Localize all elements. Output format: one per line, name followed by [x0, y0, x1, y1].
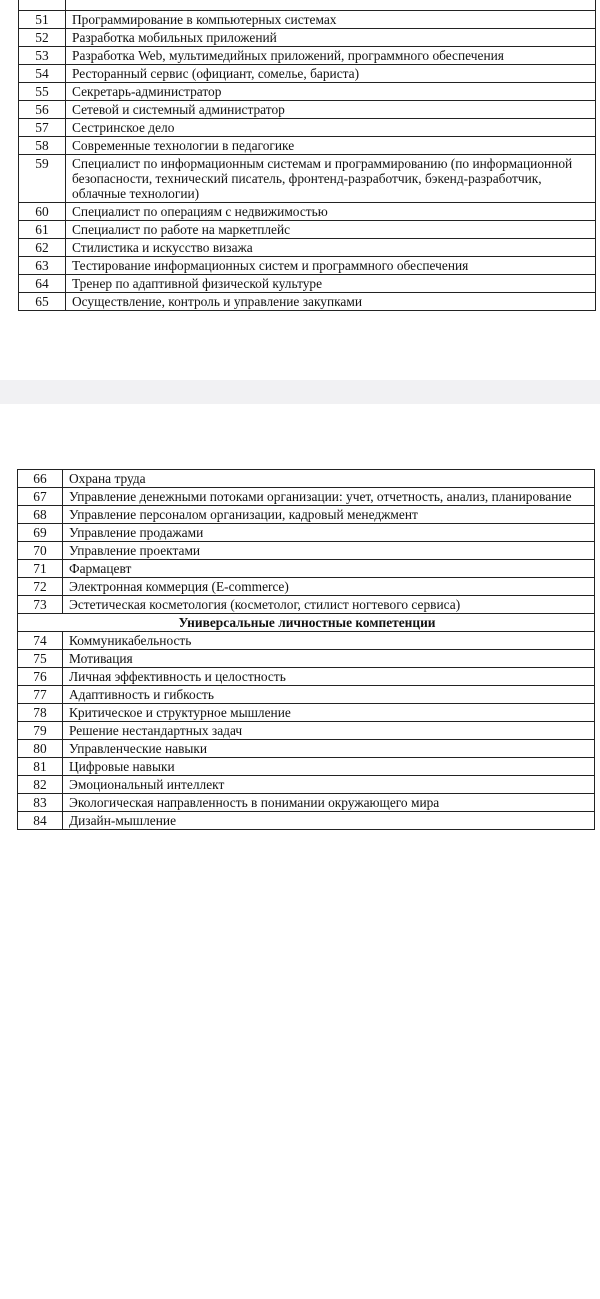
- table-row: [19, 0, 596, 11]
- competency-name: Цифровые навыки: [63, 758, 595, 776]
- table-row: [18, 758, 595, 776]
- row-number: 52: [19, 29, 66, 47]
- competency-name: Специалист по информационным системам и программированию (по информационной безопасности, технический писатель, фронтенд-разработчик, бэкенд-разработчик, облачные технологии): [66, 155, 596, 203]
- table-row: [18, 632, 595, 650]
- competency-name: Программирование в компьютерных системах: [66, 11, 596, 29]
- row-number: 59: [19, 155, 66, 203]
- table-row: [19, 275, 596, 293]
- table-row: [18, 524, 595, 542]
- row-number: 67: [18, 488, 63, 506]
- table-row: [19, 137, 596, 155]
- competency-name: Критическое и структурное мышление: [63, 704, 595, 722]
- competency-name: Экологическая направленность в понимании окружающего мира: [63, 794, 595, 812]
- competencies-table-part-2: [17, 469, 595, 830]
- competency-name: Фармацевт: [63, 560, 595, 578]
- competency-name: Управленческие навыки: [63, 740, 595, 758]
- table-row: [19, 221, 596, 239]
- row-number: 61: [19, 221, 66, 239]
- row-number: 74: [18, 632, 63, 650]
- table-row: [18, 578, 595, 596]
- row-number: 69: [18, 524, 63, 542]
- competency-name: [66, 0, 596, 11]
- table-body: [19, 0, 596, 311]
- row-number: 66: [18, 470, 63, 488]
- table-row: [18, 650, 595, 668]
- competency-name: Ресторанный сервис (официант, сомелье, бариста): [66, 65, 596, 83]
- competency-name: Эмоциональный интеллект: [63, 776, 595, 794]
- competency-name: Личная эффективность и целостность: [63, 668, 595, 686]
- competency-name: Сетевой и системный администратор: [66, 101, 596, 119]
- table-row: [18, 722, 595, 740]
- table-row: [18, 560, 595, 578]
- competency-name: Управление денежными потоками организации: учет, отчетность, анализ, планирование: [63, 488, 595, 506]
- table-row: [18, 542, 595, 560]
- row-number: 75: [18, 650, 63, 668]
- row-number: 56: [19, 101, 66, 119]
- row-number: 72: [18, 578, 63, 596]
- row-number: 84: [18, 812, 63, 830]
- row-number: 63: [19, 257, 66, 275]
- table-body: [18, 470, 595, 830]
- row-number: 60: [19, 203, 66, 221]
- competency-name: Современные технологии в педагогике: [66, 137, 596, 155]
- table-row: [18, 668, 595, 686]
- competency-name: Электронная коммерция (E-commerce): [63, 578, 595, 596]
- table-row: [19, 257, 596, 275]
- competency-name: Тренер по адаптивной физической культуре: [66, 275, 596, 293]
- row-number: [19, 0, 66, 11]
- competency-name: Коммуникабельность: [63, 632, 595, 650]
- table-row: [18, 506, 595, 524]
- table-row: [18, 686, 595, 704]
- row-number: 76: [18, 668, 63, 686]
- row-number: 82: [18, 776, 63, 794]
- table-row: [19, 29, 596, 47]
- table-row: [19, 293, 596, 311]
- table-row: [18, 776, 595, 794]
- row-number: 70: [18, 542, 63, 560]
- competency-name: Решение нестандартных задач: [63, 722, 595, 740]
- page-separator: [0, 380, 600, 404]
- table-row: [18, 704, 595, 722]
- competency-name: Адаптивность и гибкость: [63, 686, 595, 704]
- document-page-1: [0, 0, 600, 380]
- row-number: 81: [18, 758, 63, 776]
- table-row: [18, 740, 595, 758]
- row-number: 80: [18, 740, 63, 758]
- competency-name: Управление продажами: [63, 524, 595, 542]
- row-number: 71: [18, 560, 63, 578]
- table-row: [19, 119, 596, 137]
- table-row: [18, 794, 595, 812]
- competency-name: Тестирование информационных систем и программного обеспечения: [66, 257, 596, 275]
- row-number: 65: [19, 293, 66, 311]
- row-number: 83: [18, 794, 63, 812]
- row-number: 64: [19, 275, 66, 293]
- table-row: [18, 596, 595, 614]
- competency-name: Разработка мобильных приложений: [66, 29, 596, 47]
- table-row: [19, 11, 596, 29]
- table-row: [18, 812, 595, 830]
- table-row: [19, 101, 596, 119]
- table-row: [19, 65, 596, 83]
- table-row: [19, 203, 596, 221]
- row-number: 54: [19, 65, 66, 83]
- row-number: 68: [18, 506, 63, 524]
- section-heading-row: [18, 614, 595, 632]
- table-row: [19, 155, 596, 203]
- table-row: [19, 239, 596, 257]
- row-number: 77: [18, 686, 63, 704]
- competency-name: Осуществление, контроль и управление закупками: [66, 293, 596, 311]
- table-row: [18, 488, 595, 506]
- row-number: 78: [18, 704, 63, 722]
- row-number: 51: [19, 11, 66, 29]
- competency-name: Охрана труда: [63, 470, 595, 488]
- competency-name: Сестринское дело: [66, 119, 596, 137]
- competency-name: Управление проектами: [63, 542, 595, 560]
- document-page-2: [0, 404, 600, 1299]
- competency-name: Эстетическая косметология (косметолог, стилист ногтевого сервиса): [63, 596, 595, 614]
- table-row: [19, 47, 596, 65]
- row-number: 73: [18, 596, 63, 614]
- competencies-table-part-1: [18, 0, 596, 311]
- competency-name: Мотивация: [63, 650, 595, 668]
- competency-name: Разработка Web, мультимедийных приложений, программного обеспечения: [66, 47, 596, 65]
- section-heading: Универсальные личностные компетенции: [18, 614, 595, 632]
- row-number: 57: [19, 119, 66, 137]
- row-number: 58: [19, 137, 66, 155]
- competency-name: Специалист по операциям с недвижимостью: [66, 203, 596, 221]
- row-number: 55: [19, 83, 66, 101]
- row-number: 62: [19, 239, 66, 257]
- competency-name: Секретарь-администратор: [66, 83, 596, 101]
- competency-name: Дизайн-мышление: [63, 812, 595, 830]
- competency-name: Управление персоналом организации, кадровый менеджмент: [63, 506, 595, 524]
- table-row: [19, 83, 596, 101]
- table-row: [18, 470, 595, 488]
- row-number: 53: [19, 47, 66, 65]
- row-number: 79: [18, 722, 63, 740]
- competency-name: Специалист по работе на маркетплейс: [66, 221, 596, 239]
- competency-name: Стилистика и искусство визажа: [66, 239, 596, 257]
